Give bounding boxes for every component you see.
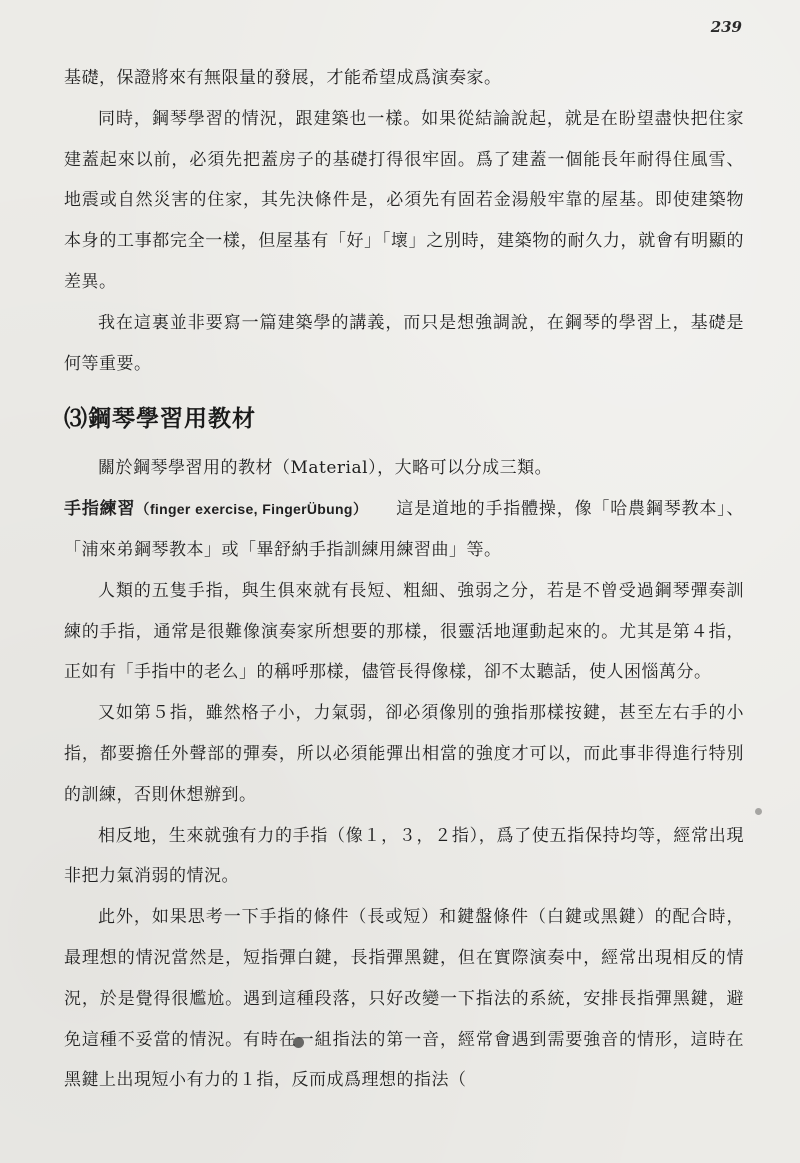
paragraph-text: 這是道地的手指體操，像「哈農鋼琴教本」、「浦來弟鋼琴教本」或「畢舒納手指訓練用練習曲」等。 — [64, 499, 745, 560]
page-number: 239 — [710, 18, 742, 36]
ink-smudge — [755, 808, 762, 815]
paragraph-finger-exercise — [64, 489, 744, 571]
paragraph: 此外，如果思考一下手指的條件（長或短）和鍵盤條件（白鍵或黑鍵）的配合時，最理想的情況當然是，短指彈白鍵，長指彈黑鍵，但在實際演奏中，經常出現相反的情況，於是覺得很尷尬。遇到這種段落，只好改變一下指法的系統，安排長指彈黑鍵，避免這種不妥當的情況。有時在一組指法的第一音，經常會遇到需要強音的情形，這時在黑鍵上出現短小有力的１指，反而成爲理想的指法（ — [64, 907, 744, 1091]
paragraph: 同時，鋼琴學習的情況，跟建築也一樣。如果從結論說起，就是在盼望盡快把住家建蓋起來以前，必須先把蓋房子的基礎打得很牢固。爲了建蓋一個能長年耐得住風雪、地震或自然災害的住家，其先決條件是，必須先有固若金湯般牢靠的屋基。即使建築物本身的工事都完全一樣，但屋基有「好」「壞」之別時，建築物的耐久力，就會有明顯的差異。 — [64, 108, 744, 292]
paragraph: 我在這裏並非要寫一篇建築學的講義，而只是想強調說，在鋼琴的學習上，基礎是何等重要。 — [64, 312, 744, 374]
paragraph: 關於鋼琴學習用的教材（Material），大略可以分成三類。 — [98, 458, 553, 479]
term-label: 手指練習 — [64, 499, 136, 520]
paragraph: 相反地，生來就強有力的手指（像１，３，２指），爲了使五指保持均等，經常出現非把力氣消弱的情況。 — [64, 825, 744, 887]
paragraph: 又如第５指，雖然格子小，力氣弱，卻必須像別的強指那樣按鍵，甚至左右手的小指，都要擔任外聲部的彈奏，所以必須能彈出相當的強度才可以，而此事非得進行特別的訓練，否則休想辦到。 — [64, 703, 744, 805]
page-body — [64, 58, 744, 1101]
term-latin: （finger exercise, FingerÜbung） — [135, 501, 361, 518]
paragraph: 人類的五隻手指，與生俱來就有長短、粗細、強弱之分，若是不曾受過鋼琴彈奏訓練的手指，通常是很難像演奏家所想要的那樣，很靈活地運動起來的。尤其是第４指，正如有「手指中的老么」的稱呼那樣，儘管長得像樣，卻不太聽話，使人困惱萬分。 — [64, 580, 744, 683]
paragraph: 基礎，保證將來有無限量的發展，才能希望成爲演奏家。 — [64, 68, 502, 88]
section-heading: ⑶鋼琴學習用教材 — [64, 405, 256, 433]
